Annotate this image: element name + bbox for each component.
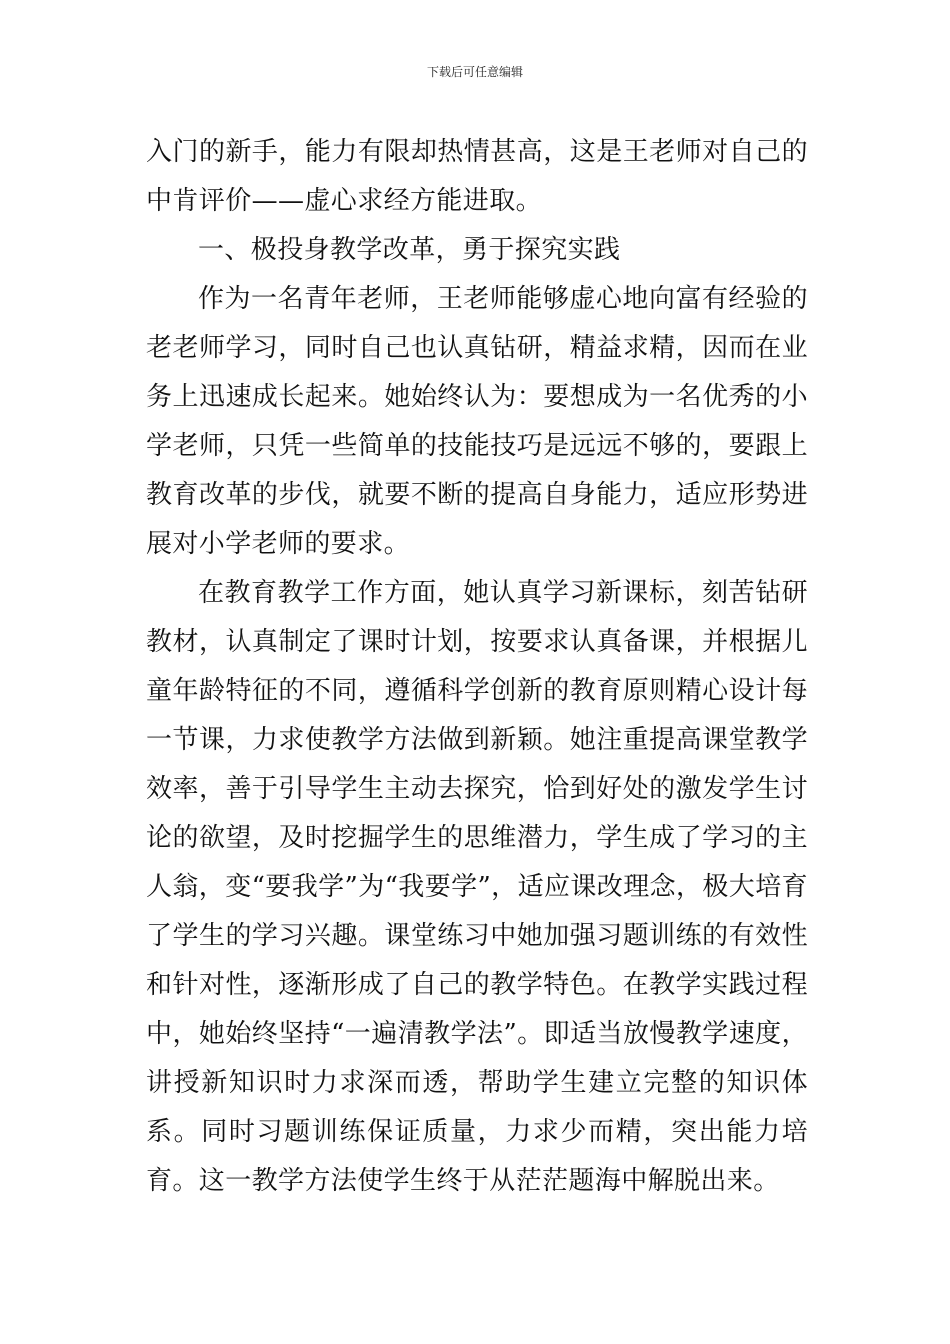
paragraph: 作为一名青年老师，王老师能够虚心地向富有经验的老老师学习，同时自己也认真钻研，精益求精，因而在业务上迅速成长起来。她始终认为：要想成为一名优秀的小学老师，只凭一些简单的技能技巧是远远不够的，要跟上教育改革的步伐，就要不断的提高自身能力，适应形势进展对小学老师的要求。 [146, 284, 808, 559]
document-body [146, 128, 808, 1206]
paragraph-continuation: 入门的新手，能力有限却热情甚高，这是王老师对自己的中肯评价——虚心求经方能进取。 [146, 137, 808, 216]
paragraph: 在教育教学工作方面，她认真学习新课标，刻苦钻研教材，认真制定了课时计划，按要求认真备课，并根据儿童年龄特征的不同，遵循科学创新的教育原则精心设计每一节课，力求使教学方法做到新颖。她注重提高课堂教学效率，善于引导学生主动去探究，恰到好处的激发学生讨论的欲望，及时挖掘学生的思维潜力，学生成了学习的主人翁，变“要我学”为“我要学”，适应课改理念，极大培育了学生的学习兴趣。课堂练习中她加强习题训练的有效性和针对性，逐渐形成了自己的教学特色。在教学实践过程中，她始终坚持“一遍清教学法”。即适当放慢教学速度，讲授新知识时力求深而透，帮助学生建立完整的知识体系。同时习题训练保证质量，力求少而精，突出能力培育。这一教学方法使学生终于从茫茫题海中解脱出来。 [146, 578, 808, 1196]
section-heading: 一、极投身教学改革，勇于探究实践 [198, 235, 621, 265]
page-header: 下载后可任意编辑 [426, 65, 523, 79]
